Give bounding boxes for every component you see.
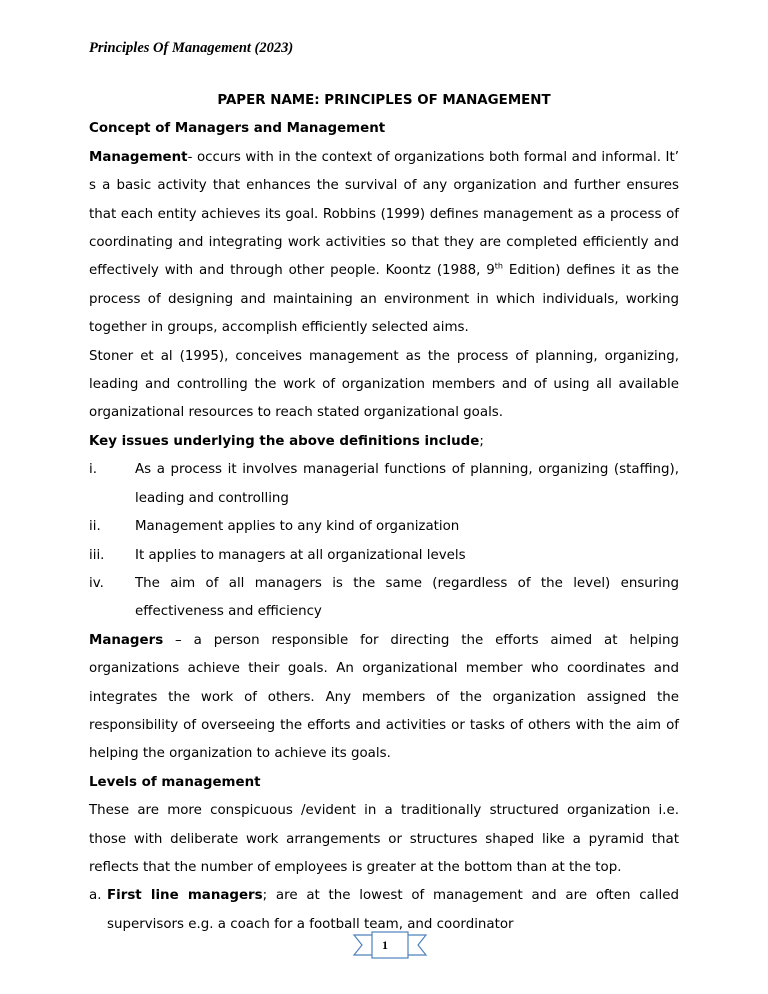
key-issues-list [89, 456, 679, 626]
running-header: Principles Of Management (2023) [89, 40, 294, 56]
page-number: 1 [382, 938, 388, 952]
key-issues-heading [89, 428, 679, 456]
key-issues-heading-text: Key issues underlying the above definitions include [89, 433, 480, 449]
stoner-paragraph: Stoner et al (1995), conceives management as the process of planning, organizing, leading and controlling the work of organization members and of using all available organizational resources to reach stated organizational goals. [89, 348, 679, 421]
list-item-text: It applies to managers at all organizational levels [135, 547, 466, 563]
list-item [89, 570, 679, 627]
list-item [89, 513, 679, 541]
management-definition-continued: Edition) defines it as the process of designing and maintaining an environment in which individuals, working together in groups, accomplish efficiently selected aims. [89, 263, 679, 336]
list-item-number: ii. [89, 519, 101, 535]
management-definition-paragraph [89, 144, 679, 343]
first-line-managers-desc: ; are at the lowest of management and are often called supervisors e.g. a coach for a football team, and coordinator [107, 888, 679, 932]
managers-definition-text: – a person responsible for directing the efforts aimed at helping organizations achieve their goals. An organizational member who coordinates and integrates the work of others. Any members of the organization assigned the responsibility of overseeing the efforts and activities or tasks of others with the aim of helping the organization to achieve its goals. [89, 632, 679, 762]
key-issues-heading-suffix: ; [479, 433, 484, 449]
koontz-edition-superscript: th [494, 261, 504, 271]
management-definition-text: - occurs with in the context of organizations both formal and informal. It’ s a basic activity that enhances the survival of any organization and further ensures that each entity achieves its goal. Robbins (1999) defines management as a process of coordinating and integrating work activities so that they are completed efficiently and effectively with and through other people. Koontz (1988, 9 [89, 149, 679, 279]
page-number-footer [352, 930, 428, 960]
first-line-managers-term: First line managers [107, 888, 263, 904]
ribbon-icon [352, 930, 428, 960]
list-item-text: Management applies to any kind of organization [135, 519, 460, 535]
levels-paragraph: These are more conspicuous /evident in a traditionally structured organization i.e. those with deliberate work arrangements or structures shaped like a pyramid that reflects that the number of employees is greater at the bottom than at the top. [89, 803, 679, 875]
levels-heading: Levels of management [89, 774, 261, 790]
list-item [89, 456, 679, 513]
list-item-letter: a. [89, 888, 102, 904]
list-item-number: iv. [89, 575, 104, 591]
managers-term: Managers [89, 632, 164, 648]
management-term: Management [89, 149, 188, 165]
managers-definition-paragraph [89, 627, 679, 769]
list-item-number: i. [89, 462, 97, 478]
section-heading-concept: Concept of Managers and Management [89, 121, 386, 137]
list-item [89, 542, 679, 570]
list-item-number: iii. [89, 547, 105, 563]
page-title: PAPER NAME: PRINCIPLES OF MANAGEMENT [217, 93, 551, 108]
page-content [89, 87, 679, 939]
list-item-text: The aim of all managers is the same (regardless of the level) ensuring effectiveness and efficiency [135, 575, 679, 620]
list-item-text: As a process it involves managerial functions of planning, organizing (staffing), leading and controlling [135, 462, 679, 506]
